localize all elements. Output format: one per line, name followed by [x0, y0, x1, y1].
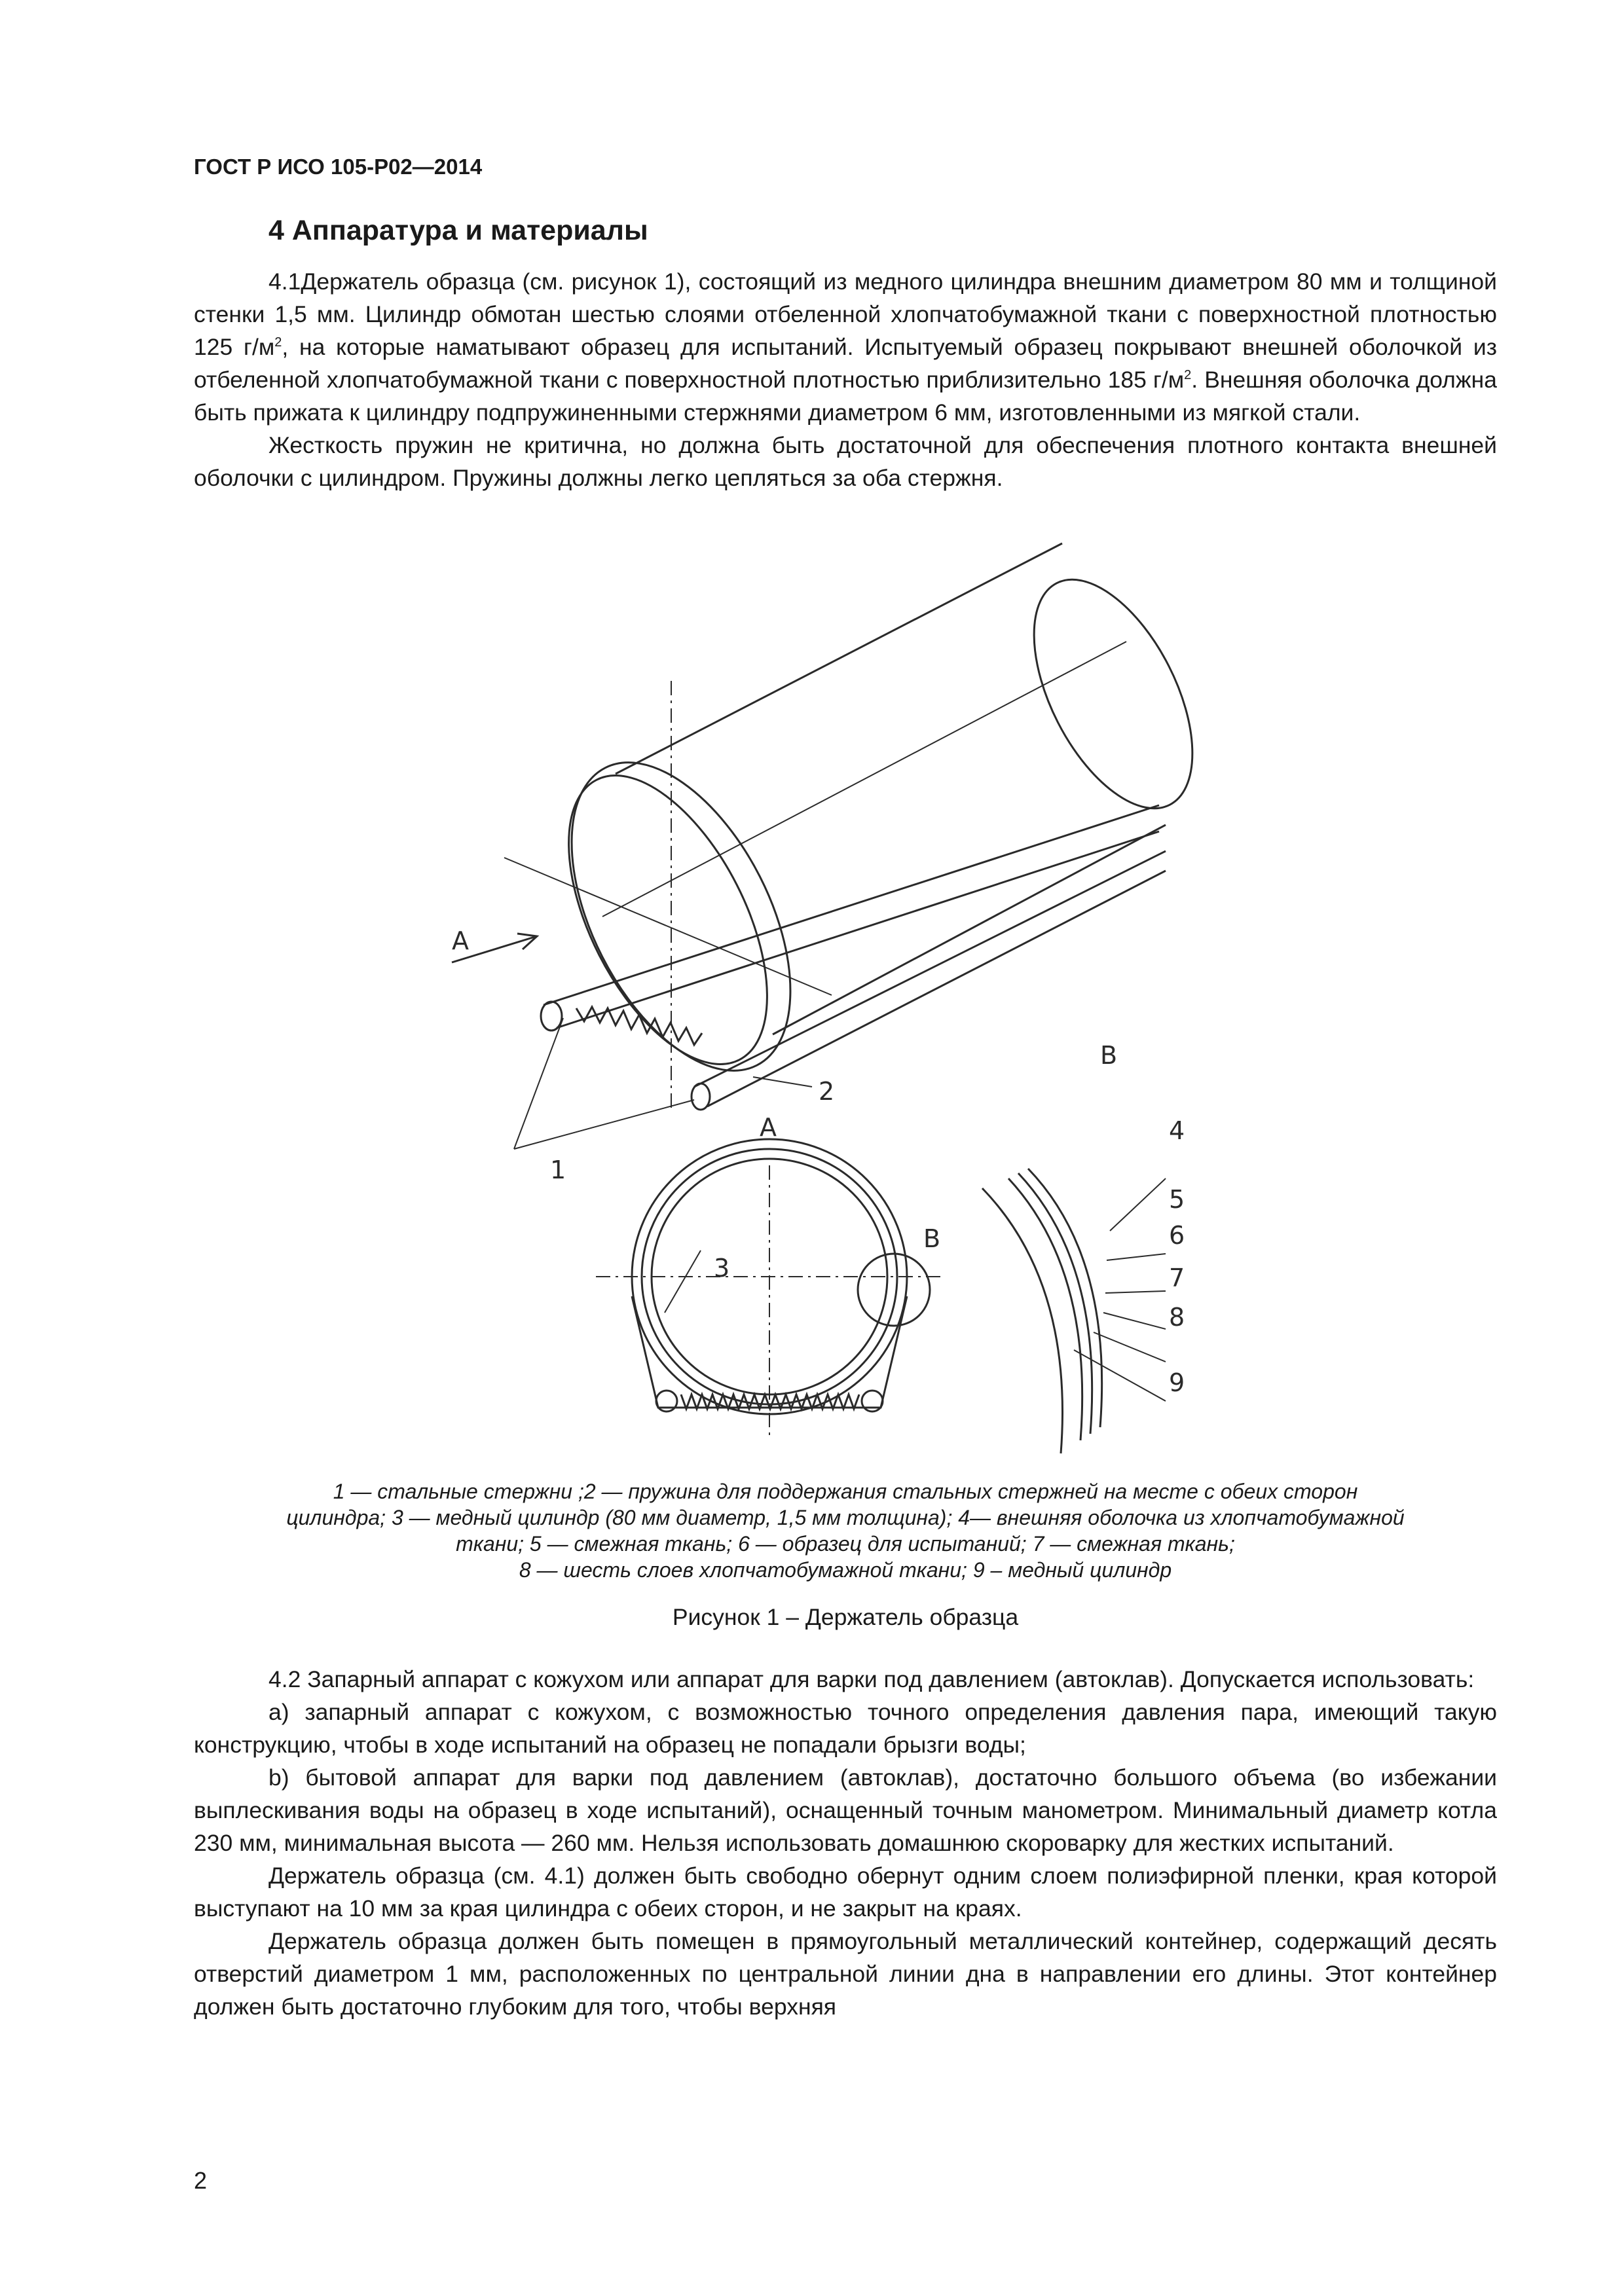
label-2: 2	[819, 1077, 835, 1106]
paragraph-item-a: а) запарный аппарат с кожухом, с возможностью точного определения давления пара, имеющий такую конструкцию, чтобы в ходе испытаний на образец не попадали брызги воды;	[194, 1699, 1497, 1758]
label-a-arrow: A	[452, 926, 469, 955]
standard-header: ГОСТ Р ИСО 105-Р02—2014	[194, 155, 483, 179]
detail-b-layer-2	[1008, 1178, 1082, 1440]
cylinder-front-rim-inner	[528, 745, 808, 1095]
figure-1-specimen-holder	[406, 524, 1572, 1467]
leader-1b	[514, 1100, 694, 1149]
legend-line: 8 — шесть слоев хлопчатобумажной ткани; 9 – медный цилиндр	[519, 1558, 1172, 1582]
label-b-detail: B	[1100, 1041, 1118, 1070]
section-title: 4 Аппаратура и материалы	[268, 215, 648, 246]
label-1: 1	[550, 1156, 566, 1184]
diagonal-axis-line-2	[602, 642, 1126, 917]
specimen-holder-drawing	[406, 524, 1572, 1467]
figure-caption: Рисунок 1 – Держатель образца	[672, 1604, 1019, 1630]
label-b-circle: B	[923, 1224, 941, 1253]
paragraph-4-1: 4.1Держатель образца (см. рисунок 1), состоящий из медного цилиндра внешним диаметром 80 мм и толщиной стенки 1,5 мм. Цилиндр обмотан шестью слоями отбеленной хлопчатобумажной ткани с поверхностной плотностью 125 $г/м^2$, на которые наматывают образец для испытаний. Испытуемый образец покрывают внешней оболочкой из отбеленной хлопчатобумажной ткани с поверхностной плотностью приблизительно 185 $г/м^2$. Внешняя оболочка должна быть прижата к цилиндру подпружиненными стержнями диаметром 6 мм, изготовленными из мягкой стали.	[194, 268, 1497, 426]
leader-9	[1074, 1350, 1166, 1401]
leader-7	[1103, 1313, 1166, 1329]
leader-2	[753, 1077, 812, 1087]
paragraph-4-2: 4.2 Запарный аппарат с кожухом или аппарат для варки под давлением (автоклав). Допускается использовать:	[268, 1666, 1475, 1692]
leader-5	[1107, 1254, 1166, 1260]
detail-b-callout-circle	[858, 1254, 930, 1326]
paragraph-item-b: b) бытовой аппарат для варки под давлением (автоклав), достаточно большого объема (во избежании выплескивания воды на образец в ходе испытаний), оснащенный точным манометром. Минимальный диаметр котла 230 мм, минимальная высота — 260 мм. Нельзя использовать домашнюю скороварку для жестких испытаний.	[194, 1764, 1497, 1856]
paragraph-spring-stiffness: Жесткость пружин не критична, но должна быть достаточной для обеспечения плотного контакта внешней оболочки с цилиндром. Пружины должны легко цепляться за оба стержня.	[194, 432, 1497, 491]
label-7: 7	[1169, 1264, 1185, 1292]
label-3: 3	[714, 1254, 730, 1283]
rod-upper	[544, 805, 1159, 1005]
intro-paragraphs	[194, 265, 1497, 494]
leader-4	[1110, 1178, 1166, 1231]
legend-line: цилиндра; 3 — медный цилиндр (80 мм диаметр, 1,5 мм толщина); 4— внешняя оболочка из хлопчатобумажной	[286, 1506, 1405, 1529]
label-4: 4	[1169, 1116, 1185, 1145]
label-a-section: A	[760, 1113, 777, 1142]
rod-end-upper	[541, 1002, 562, 1030]
leader-6	[1105, 1291, 1166, 1293]
paragraph-polyester-film: Держатель образца (см. 4.1) должен быть свободно обернут одним слоем полиэфирной пленки, края которой выступают на 10 мм за края цилиндра с обеих сторон, и не закрыт на краях.	[194, 1863, 1497, 1922]
rod-end-lower	[692, 1084, 710, 1110]
legend-line: ткани; 5 — смежная ткань; 6 — образец для испытаний; 7 — смежная ткань;	[456, 1532, 1235, 1556]
cylinder-bottom-edge	[773, 825, 1166, 1034]
label-6: 6	[1169, 1221, 1185, 1250]
label-9: 9	[1169, 1368, 1185, 1397]
leader-3	[665, 1250, 701, 1313]
detail-b-layer-3	[1018, 1173, 1092, 1434]
rod-lower	[557, 831, 1159, 1028]
body-paragraphs	[194, 1663, 1497, 2023]
leader-8	[1094, 1332, 1166, 1362]
legend-line: 1 — стальные стержни ;2 — пружина для поддержания стальных стержней на месте с обеих сторон	[333, 1480, 1358, 1503]
paragraph-metal-container: Держатель образца должен быть помещен в прямоугольный металлический контейнер, содержащий десять отверстий диаметром 1 мм, расположенных по центральной линии дна в направлении его длины. Этот контейнер должен быть достаточно глубоким для того, чтобы верхняя	[194, 1928, 1497, 2020]
cylinder-front-rim-outer	[526, 728, 836, 1106]
leader-1a	[514, 1018, 563, 1149]
detail-b-layer-4	[1028, 1169, 1102, 1427]
rod-front-2	[707, 871, 1166, 1106]
cylinder-back-rim	[1001, 555, 1225, 833]
label-8: 8	[1169, 1303, 1185, 1332]
label-5: 5	[1169, 1185, 1185, 1214]
figure-legend	[194, 1478, 1497, 1583]
detail-b-layer-1	[982, 1188, 1063, 1453]
page-number: 2	[194, 2167, 208, 2194]
cylinder-top-edge	[616, 543, 1062, 774]
